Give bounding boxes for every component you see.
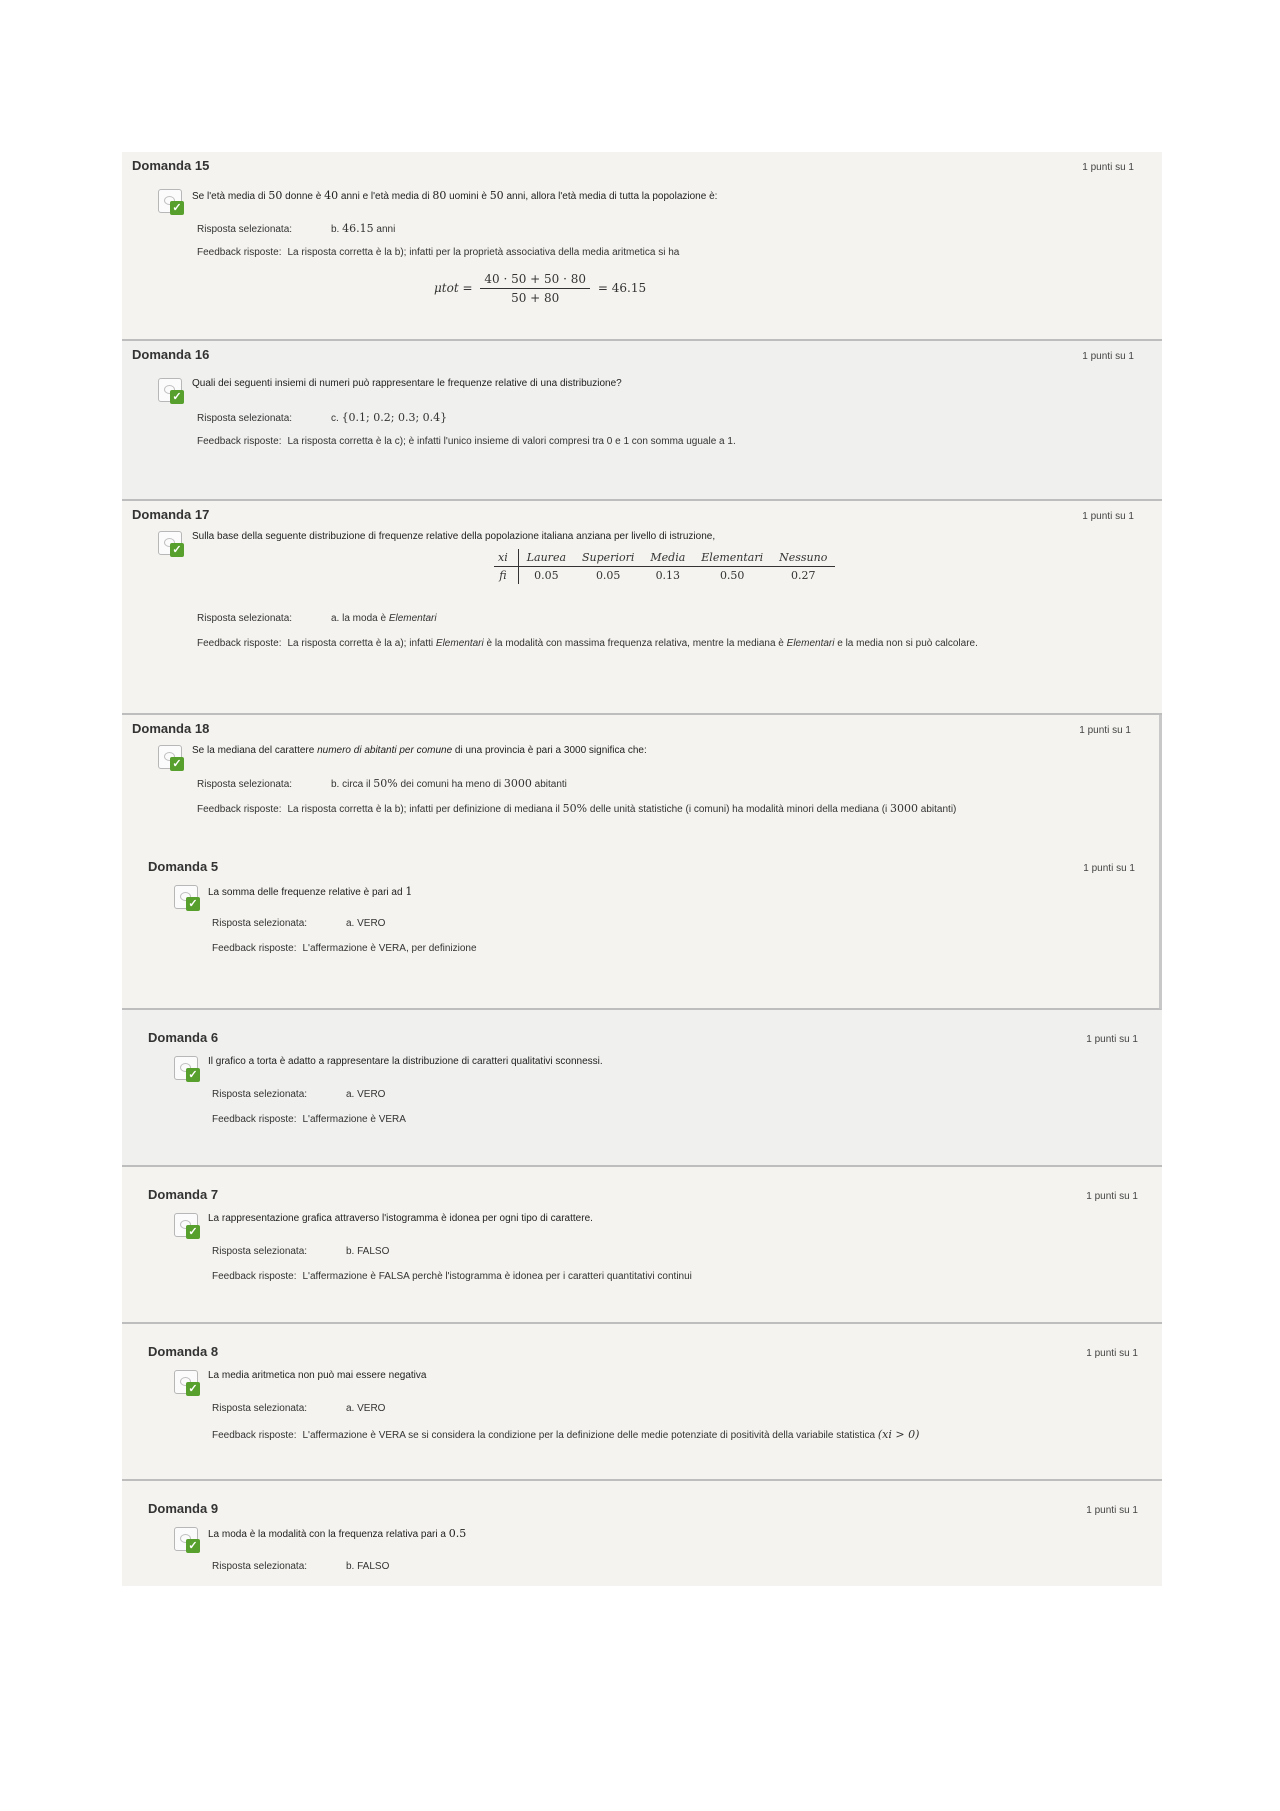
question-text: Sulla base della seguente distribuzione di frequenze relative della popolazione italiana anziana per livello di istruzione, [192,531,716,542]
selected-answer-row: Risposta selezionata: a. la moda è Elementari [197,613,437,624]
question-text: La moda è la modalità con la frequenza relativa pari a 0.5 [208,1527,467,1540]
frequency-table [494,549,835,584]
feedback-row: Feedback risposte: L'affermazione è VERA, per definizione [212,943,477,954]
question-block [122,1167,1162,1324]
question-title: Domanda 16 [132,347,210,362]
table-category: Media [642,549,693,567]
feedback-row: Feedback risposte: L'affermazione è VERA [212,1114,406,1125]
question-text: Se l'età media di 50 donne è 40 anni e l'età media di 80 uomini è 50 anni, allora l'età media di tutta la popolazione è: [192,189,718,202]
correct-answer-icon: ✓ [174,1213,200,1239]
question-points: 1 punti su 1 [1082,351,1134,362]
question-block [122,1324,1162,1481]
table-value: 0.13 [655,569,681,582]
question-text: La media aritmetica non può mai essere negativa [208,1370,427,1381]
question-block [122,1481,1162,1586]
table-header-f: fi [494,567,518,585]
question-block [122,1010,1162,1167]
selected-answer-row: Risposta selezionata: c. {0.1; 0.2; 0.3; 0.4} [197,411,448,424]
question-block [122,501,1162,715]
question-title: Domanda 7 [148,1187,219,1202]
question-points: 1 punti su 1 [1086,1505,1138,1516]
feedback-row: Feedback risposte: La risposta corretta è la b); infatti per definizione di mediana il 50% delle unità statistiche (i comuni) ha modalità minori della mediana (i 3000 abitanti) [197,802,957,815]
question-block [122,715,1162,1010]
question-points: 1 punti su 1 [1079,725,1131,736]
feedback-row: Feedback risposte: L'affermazione è VERA se si considera la condizione per la definizione delle medie potenziate di positività della variabile statistica (xi > 0) [212,1428,920,1441]
question-block [122,152,1162,341]
quiz-review-page [122,152,1162,1586]
table-header-x: xi [494,549,518,567]
correct-answer-icon: ✓ [158,189,184,215]
correct-answer-icon: ✓ [174,885,200,911]
table-category: Nessuno [771,549,835,567]
correct-answer-icon: ✓ [158,531,184,557]
table-value: 0.50 [719,569,745,582]
feedback-row: Feedback risposte: La risposta corretta è la a); infatti Elementari è la modalità con massima frequenza relativa, mentre la mediana è Elementari e la media non si può calcolare. [197,638,978,649]
feedback-row: Feedback risposte: L'affermazione è FALSA perchè l'istogramma è idonea per i caratteri quantitativi continui [212,1271,692,1282]
question-title: Domanda 18 [132,721,210,736]
question-points: 1 punti su 1 [1082,162,1134,173]
table-value: 0.27 [790,569,816,582]
table-category: Superiori [574,549,642,567]
table-category: Laurea [518,549,574,567]
formula: μtot = $\frac{40 \cdot 50 + 50 \cdot 80}{50 + 80}$ = 46.15 [434,272,647,305]
question-title: Domanda 5 [148,859,219,874]
table-category: Elementari [693,549,771,567]
selected-answer-row: Risposta selezionata: a. VERO [212,1403,386,1414]
selected-answer-row: Risposta selezionata: b. FALSO [212,1246,390,1257]
question-points: 1 punti su 1 [1086,1348,1138,1359]
question-block [122,341,1162,501]
question-points: 1 punti su 1 [1083,863,1135,874]
feedback-row: Feedback risposte: La risposta corretta è la b); infatti per la proprietà associativa della media aritmetica si ha [197,247,680,258]
table-value: 0.05 [534,569,559,582]
question-title: Domanda 6 [148,1030,219,1045]
correct-answer-icon: ✓ [158,745,184,771]
correct-answer-icon: ✓ [174,1527,200,1553]
question-points: 1 punti su 1 [1082,511,1134,522]
question-points: 1 punti su 1 [1086,1191,1138,1202]
selected-answer-row: Risposta selezionata: b. 46.15 anni [197,222,396,235]
selected-answer-row: Risposta selezionata: a. VERO [212,918,386,929]
question-text: La somma delle frequenze relative è pari ad 1 [208,885,413,898]
selected-answer-row: Risposta selezionata: b. FALSO [212,1561,390,1572]
question-title: Domanda 15 [132,158,210,173]
question-text: Il grafico a torta è adatto a rappresentare la distribuzione di caratteri qualitativi sconnessi. [208,1056,603,1067]
correct-answer-icon: ✓ [158,378,184,404]
feedback-row: Feedback risposte: La risposta corretta è la c); è infatti l'unico insieme di valori compresi tra 0 e 1 con somma uguale a 1. [197,436,736,447]
correct-answer-icon: ✓ [174,1056,200,1082]
table-value: 0.05 [595,569,621,582]
question-title: Domanda 9 [148,1501,219,1516]
selected-answer-row: Risposta selezionata: a. VERO [212,1089,386,1100]
question-text: Quali dei seguenti insiemi di numeri può rappresentare le frequenze relative di una distribuzione? [192,378,622,389]
selected-answer-row: Risposta selezionata: b. circa il 50% dei comuni ha meno di 3000 abitanti [197,777,567,790]
question-title: Domanda 17 [132,507,210,522]
question-text: La rappresentazione grafica attraverso l'istogramma è idonea per ogni tipo di carattere. [208,1213,593,1224]
question-title: Domanda 8 [148,1344,219,1359]
question-points: 1 punti su 1 [1086,1034,1138,1045]
correct-answer-icon: ✓ [174,1370,200,1396]
question-text: Se la mediana del carattere numero di abitanti per comune di una provincia è pari a 3000 significa che: [192,745,647,756]
